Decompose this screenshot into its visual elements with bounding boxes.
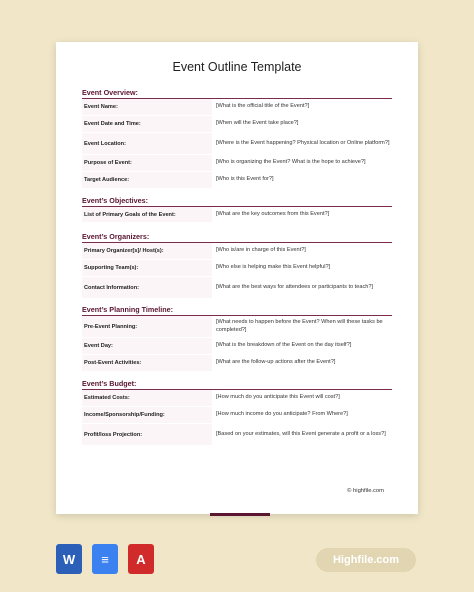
row-value: [Who is/are in charge of this Event?] xyxy=(212,243,392,259)
row-value: [What are the key outcomes from this Event?] xyxy=(212,207,392,222)
section-heading: Event Overview: xyxy=(82,88,392,99)
row-value: [When will the Event take place?] xyxy=(212,116,392,132)
row-value: [Where is the Event happening? Physical location or Online platform?] xyxy=(212,133,392,154)
row-label: Purpose of Event: xyxy=(84,160,132,166)
table-row xyxy=(82,407,392,424)
table-row xyxy=(82,277,392,299)
section-event-objectives xyxy=(82,196,392,223)
row-label: Event Day: xyxy=(84,343,113,349)
app-icons xyxy=(56,544,154,574)
section-heading: Event’s Objectives: xyxy=(82,196,392,207)
row-label: Estimated Costs: xyxy=(84,395,130,401)
table-row xyxy=(82,424,392,446)
row-label: Event Date and Time: xyxy=(84,121,141,127)
row-label: Income/Sponsorship/Funding: xyxy=(84,412,165,418)
row-value: [Based on your estimates, will this Event generate a profit or a loss?] xyxy=(212,424,392,445)
row-label: Target Audience: xyxy=(84,177,130,183)
table-row xyxy=(82,133,392,155)
table-row xyxy=(82,316,392,338)
page-indicator-bar xyxy=(210,513,270,516)
row-label: Event Name: xyxy=(84,104,118,110)
copyright-credit: © highfile.com xyxy=(347,488,384,494)
table-row xyxy=(82,99,392,116)
table-row xyxy=(82,355,392,372)
row-label: Post-Event Activities: xyxy=(84,360,142,366)
section-heading: Event’s Planning Timeline: xyxy=(82,305,392,316)
row-value: [Who is this Event for?] xyxy=(212,172,392,188)
section-event-planning-timeline xyxy=(82,305,392,372)
row-value: [How much income do you anticipate? From Where?] xyxy=(212,407,392,423)
table-row xyxy=(82,390,392,407)
word-icon[interactable]: W xyxy=(56,544,82,574)
row-value: [What are the follow-up actions after the Event?] xyxy=(212,355,392,371)
table-row xyxy=(82,116,392,133)
table-row xyxy=(82,155,392,172)
section-heading: Event’s Organizers: xyxy=(82,232,392,243)
row-label: Primary Organizer[s]/ Host(s): xyxy=(84,248,164,254)
row-value: [What needs to happen before the Event? When will these tasks be completed?] xyxy=(212,316,392,337)
row-label: Contact Information: xyxy=(84,284,140,291)
page-title: Event Outline Template xyxy=(172,60,302,74)
row-value: [Who is organizing the Event? What is the hope to achieve?] xyxy=(212,155,392,171)
row-label: Supporting Team(s): xyxy=(84,265,139,271)
section-event-organizers xyxy=(82,232,392,299)
section-event-budget xyxy=(82,379,392,446)
table-row xyxy=(82,260,392,277)
row-label: Event Location: xyxy=(84,140,126,147)
row-value: [What are the best ways for attendees or participants to teach?] xyxy=(212,277,392,298)
document-page xyxy=(56,42,418,514)
table-row xyxy=(82,338,392,355)
row-value: [How much do you anticipate this Event will cost?] xyxy=(212,390,392,406)
table-row xyxy=(82,243,392,260)
row-label: Profit/loss Projection: xyxy=(84,431,143,438)
table-row xyxy=(82,172,392,189)
section-event-overview xyxy=(82,88,392,189)
row-label: List of Primary Goals of the Event: xyxy=(84,211,176,218)
row-value: [What is the official title of the Event?] xyxy=(212,99,392,115)
table-row xyxy=(82,207,392,223)
section-heading: Event’s Budget: xyxy=(82,379,392,390)
row-value: [What is the breakdown of the Event on the day itself?] xyxy=(212,338,392,354)
brand-logo: Highfile.com xyxy=(316,548,416,572)
row-value: [Who else is helping make this Event helpful?] xyxy=(212,260,392,276)
row-label: Pre-Event Planning: xyxy=(84,323,138,330)
docs-icon[interactable]: ≡ xyxy=(92,544,118,574)
pdf-icon[interactable]: A xyxy=(128,544,154,574)
